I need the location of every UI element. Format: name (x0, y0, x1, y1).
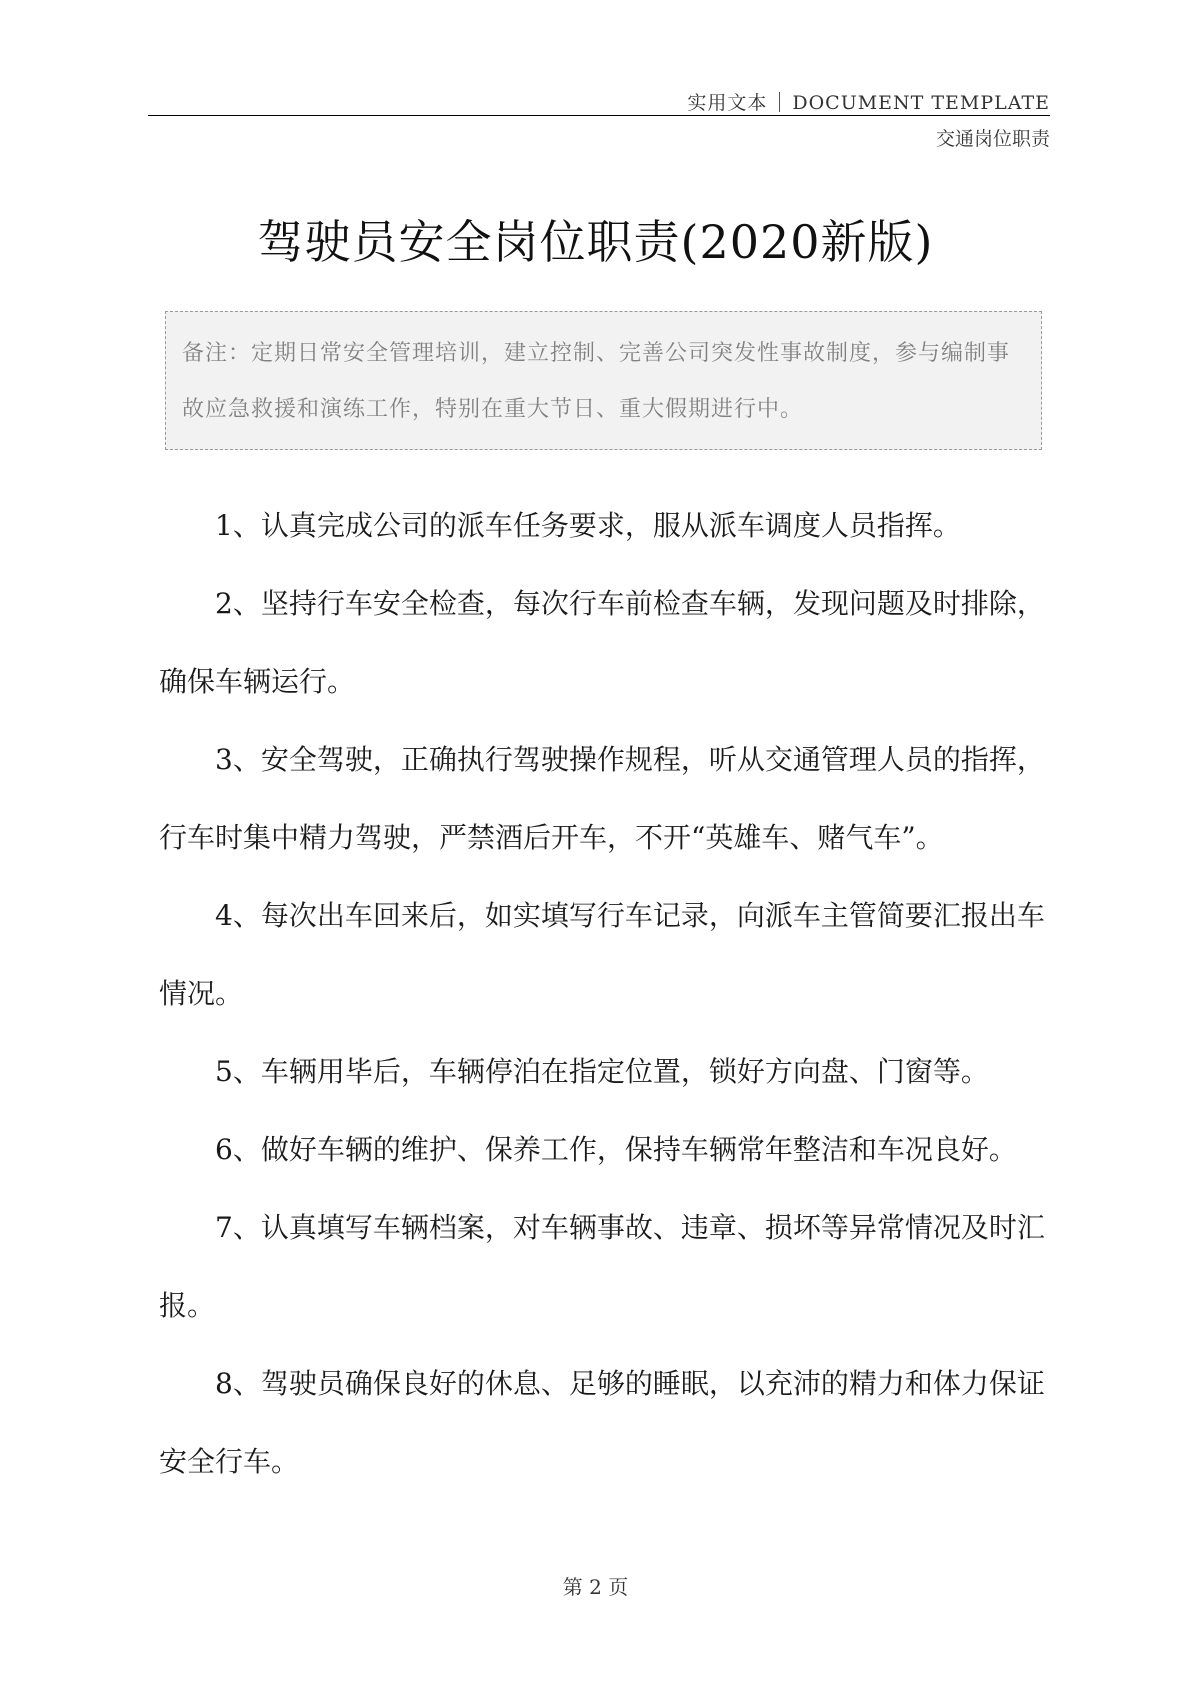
page-number: 第 2 页 (562, 1575, 629, 1599)
paragraph: 5、车辆用毕后，车辆停泊在指定位置，锁好方向盘、门窗等。 (215, 1055, 989, 1088)
note-box: 备注：定期日常安全管理培训，建立控制、完善公司突发性事故制度，参与编制事故应急救援和演练工作，特别在重大节日、重大假期进行中。 (165, 311, 1042, 450)
header-right-text: DOCUMENT TEMPLATE (792, 92, 1050, 114)
document-title: 驾驶员安全岗位职责(2020新版) (257, 215, 934, 269)
paragraph: 8、驾驶员确保良好的休息、足够的睡眠，以充沛的精力和体力保证安全行车。 (159, 1367, 1045, 1478)
page-header (687, 88, 1050, 115)
paragraph: 2、坚持行车安全检查，每次行车前检查车辆，发现问题及时排除，确保车辆运行。 (159, 587, 1045, 698)
header-subtitle: 交通岗位职责 (935, 128, 1050, 150)
paragraph: 1、认真完成公司的派车任务要求，服从派车调度人员指挥。 (215, 509, 961, 542)
paragraph: 6、做好车辆的维护、保养工作，保持车辆常年整洁和车况良好。 (215, 1133, 1017, 1166)
header-divider (779, 92, 780, 112)
paragraph: 7、认真填写车辆档案，对车辆事故、违章、损坏等异常情况及时汇报。 (159, 1211, 1045, 1322)
document-body (159, 487, 1051, 1501)
paragraph: 3、安全驾驶，正确执行驾驶操作规程，听从交通管理人员的指挥，行车时集中精力驾驶，严禁酒后开车，不开“英雄车、赌气车”。 (159, 743, 1045, 854)
header-rule (148, 115, 1050, 116)
paragraph: 4、每次出车回来后，如实填写行车记录，向派车主管简要汇报出车情况。 (159, 899, 1045, 1010)
header-left-text: 实用文本 (687, 92, 768, 114)
